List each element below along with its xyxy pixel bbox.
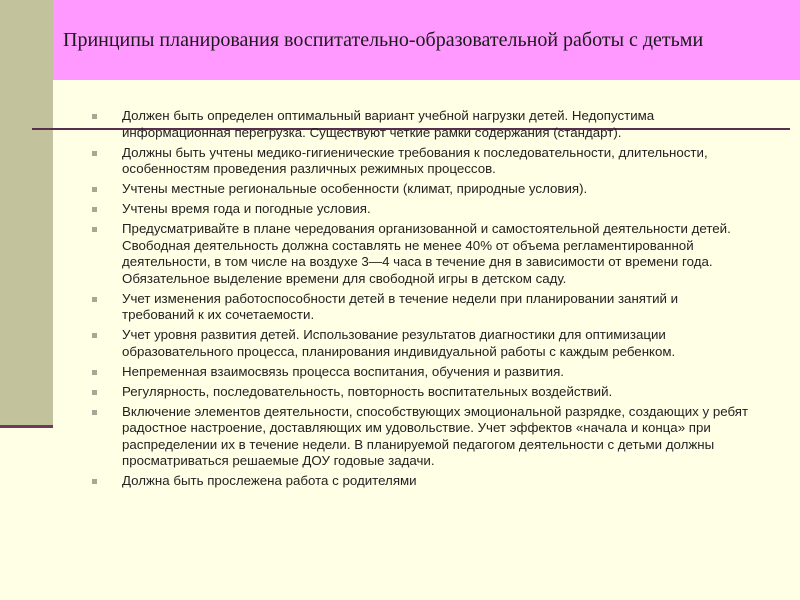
- bullet-text: Учет уровня развития детей. Использование результатов диагностики для оптимизации образовательного процесса, планирования индивидуальной работы с каждым ребенком.: [122, 327, 676, 359]
- bullet-list: [92, 108, 752, 493]
- bullet-item: [92, 221, 752, 287]
- bullet-text: Предусматривайте в плане чередования организованной и самостоятельной деятельности детей. Свободная деятельность должна составлять не менее 40% от объема регламентированной деятельности, в том числе на воздухе 3—4 часа в течение дня в зависимости от времени года. Обязательное выделение времени для свободной игры в детском саду.: [122, 221, 731, 286]
- bullet-text: Учтены местные региональные особенности (климат, природные условия).: [122, 181, 588, 196]
- bullet-text: Учтены время года и погодные условия.: [122, 201, 371, 216]
- bullet-item: [92, 145, 752, 178]
- bullet-text: Должны быть учтены медико-гигиенические требования к последовательности, длительности, особенностям проведения различных режимных процессов.: [122, 144, 708, 176]
- square-bullet-icon: [92, 297, 97, 302]
- bullet-text: Должен быть определен оптимальный вариант учебной нагрузки детей. Недопустима информационная перегрузка. Существуют четкие рамки содержания (стандарт).: [122, 108, 655, 140]
- left-decor-bar-edge: [0, 425, 53, 428]
- bullet-item: [92, 364, 752, 381]
- bullet-item: [92, 384, 752, 401]
- bullet-item: [92, 404, 752, 470]
- square-bullet-icon: [92, 207, 97, 212]
- bullet-text: Включение элементов деятельности, способствующих эмоциональной разрядке, создающих у ребят радостное настроение, доставляющих им удовольствие. Учет эффектов «начала и конца» при распределении их в течение недели. В планируемой педагогом деятельности с детьми должны просматриваться решаемые ДОУ годовые задачи.: [122, 403, 749, 468]
- square-bullet-icon: [92, 187, 97, 192]
- square-bullet-icon: [92, 151, 97, 156]
- bullet-text: Регулярность, последовательность, повторность воспитательных воздействий.: [122, 383, 613, 399]
- left-decor-bar: [0, 0, 53, 425]
- bullet-item: [92, 108, 752, 141]
- bullet-item: [92, 327, 752, 360]
- square-bullet-icon: [92, 333, 97, 338]
- square-bullet-icon: [92, 479, 97, 484]
- bullet-text: Учет изменения работоспособности детей в течение недели при планировании занятий и требований к их сочетаемости.: [122, 290, 679, 322]
- title-band: [53, 0, 800, 80]
- square-bullet-icon: [92, 410, 97, 415]
- square-bullet-icon: [92, 390, 97, 395]
- bullet-item: [92, 473, 752, 490]
- bullet-text: Непременная взаимосвязь процесса воспитания, обучения и развития.: [122, 363, 564, 379]
- bullet-item: [92, 291, 752, 324]
- bullet-item: [92, 201, 752, 218]
- square-bullet-icon: [92, 370, 97, 375]
- bullet-item: [92, 181, 752, 198]
- square-bullet-icon: [92, 114, 97, 119]
- square-bullet-icon: [92, 227, 97, 232]
- bullet-text: Должна быть прослежена работа с родителями: [122, 473, 417, 488]
- slide-title: Принципы планирования воспитательно-образовательной работы с детьми: [63, 28, 704, 51]
